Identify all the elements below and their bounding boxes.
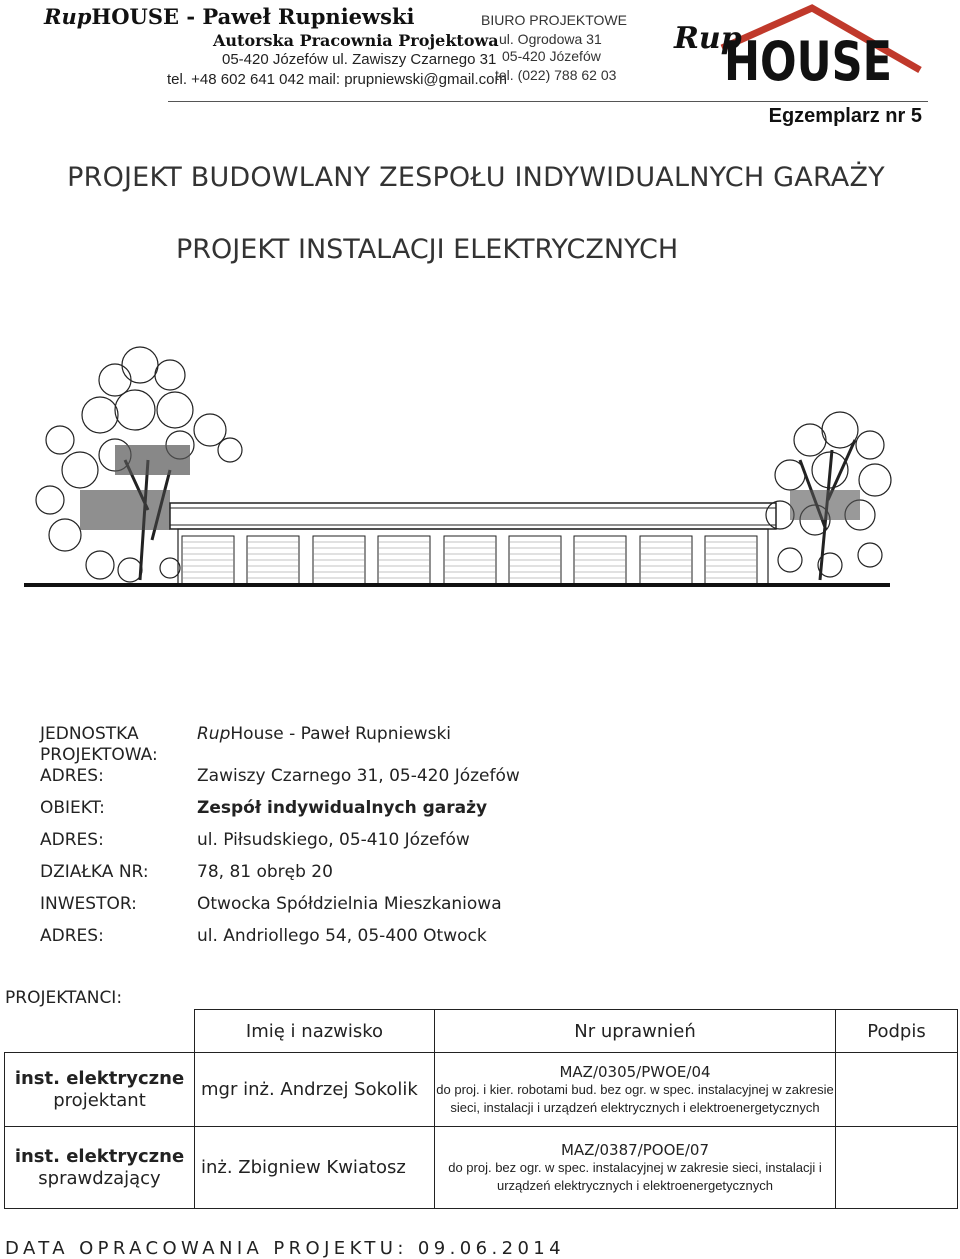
permission-cell bbox=[435, 1053, 836, 1127]
header-cell-permissions: Nr uprawnień bbox=[435, 1010, 836, 1053]
inwestor-value: Otwocka Spółdzielnia Mieszkaniowa bbox=[197, 894, 502, 914]
signature-cell bbox=[836, 1053, 958, 1127]
role-function: sprawdzający bbox=[38, 1167, 161, 1189]
header-divider bbox=[168, 101, 928, 102]
biuro-tel: tel. (022) 788 62 03 bbox=[495, 67, 617, 83]
role-discipline: inst. elektryczne bbox=[14, 1145, 185, 1167]
header-cell-signature: Podpis bbox=[836, 1010, 958, 1053]
garage-elevation-drawing bbox=[20, 340, 900, 595]
logo-house-text: HOUSE bbox=[724, 30, 892, 86]
adres-value-1: Zawiszy Czarnego 31, 05-420 Józefów bbox=[197, 766, 520, 786]
adres-value-2: ul. Piłsudskiego, 05-410 Józefów bbox=[197, 830, 470, 850]
table-row bbox=[5, 1127, 958, 1209]
permission-cell bbox=[435, 1127, 836, 1209]
company-subtitle: Autorska Pracownia Projektowa bbox=[213, 31, 499, 50]
project-title: PROJEKT BUDOWLANY ZESPOŁU INDYWIDUALNYCH GARAŻY bbox=[67, 162, 885, 193]
project-subtitle: PROJEKT INSTALACJI ELEKTRYCZNYCH bbox=[176, 234, 679, 265]
permission-description: do proj. bez ogr. w spec. instalacyjnej w zakresie sieci, instalacji i urządzeń elektrycznych i elektroenergetycznych bbox=[448, 1159, 822, 1193]
company-address: 05-420 Józefów ul. Zawiszy Czarnego 31 bbox=[222, 51, 497, 68]
obiekt-value: Zespół indywidualnych garaży bbox=[197, 798, 488, 818]
jednostka-label-1: JEDNOSTKA bbox=[40, 724, 139, 744]
role-discipline: inst. elektryczne bbox=[14, 1067, 185, 1089]
biuro-street: ul. Ogrodowa 31 bbox=[499, 31, 602, 47]
ground-line bbox=[24, 583, 890, 587]
permission-code: MAZ/0387/POOE/07 bbox=[560, 1140, 710, 1159]
role-cell bbox=[5, 1053, 195, 1127]
copy-number: Egzemplarz nr 5 bbox=[768, 105, 922, 127]
table-row bbox=[5, 1053, 958, 1127]
projektanci-label: PROJEKTANCI: bbox=[5, 988, 123, 1008]
biuro-city: 05-420 Józefów bbox=[502, 48, 601, 64]
inwestor-label: INWESTOR: bbox=[40, 894, 137, 914]
role-cell bbox=[5, 1127, 195, 1209]
adres-label-2: ADRES: bbox=[40, 830, 104, 850]
header-cell-name: Imię i nazwisko bbox=[195, 1010, 435, 1053]
adres-value-3: ul. Andriollego 54, 05-400 Otwock bbox=[197, 926, 487, 946]
header-cell-empty bbox=[5, 1010, 195, 1053]
dzialka-value: 78, 81 obręb 20 bbox=[197, 862, 333, 882]
ruphouse-logo bbox=[672, 4, 922, 86]
signature-cell bbox=[836, 1127, 958, 1209]
adres-label-1: ADRES: bbox=[40, 766, 104, 786]
biuro-title: BIURO PROJEKTOWE bbox=[481, 12, 627, 28]
table-header-row bbox=[5, 1010, 958, 1053]
designers-table bbox=[4, 1009, 958, 1209]
dzialka-label: DZIAŁKA NR: bbox=[40, 862, 149, 882]
right-tree-illustration bbox=[766, 412, 891, 580]
person-name: mgr inż. Andrzej Sokolik bbox=[195, 1053, 435, 1127]
role-function: projektant bbox=[53, 1089, 146, 1111]
obiekt-label: OBIEKT: bbox=[40, 798, 105, 818]
permission-code: MAZ/0305/PWOE/04 bbox=[559, 1062, 711, 1081]
company-name: RupHOUSE - Paweł Rupniewski bbox=[44, 4, 415, 29]
jednostka-value: RupHouse - Paweł Rupniewski bbox=[197, 724, 452, 744]
permission-description: do proj. i kier. robotami bud. bez ogr. w spec. instalacyjnej w zakresie sieci, instalacji i urządzeń elektrycznych i elektroenergetycznych bbox=[436, 1081, 834, 1115]
adres-label-3: ADRES: bbox=[40, 926, 104, 946]
logo-rup-text: Rup bbox=[674, 21, 742, 56]
company-contact: tel. +48 602 641 042 mail: prupniewski@gmail.com bbox=[167, 71, 507, 88]
date-of-preparation: DATA OPRACOWANIA PROJEKTU: 09.06.2014 bbox=[5, 1238, 565, 1259]
person-name: inż. Zbigniew Kwiatosz bbox=[195, 1127, 435, 1209]
jednostka-label-2: PROJEKTOWA: bbox=[40, 745, 158, 765]
